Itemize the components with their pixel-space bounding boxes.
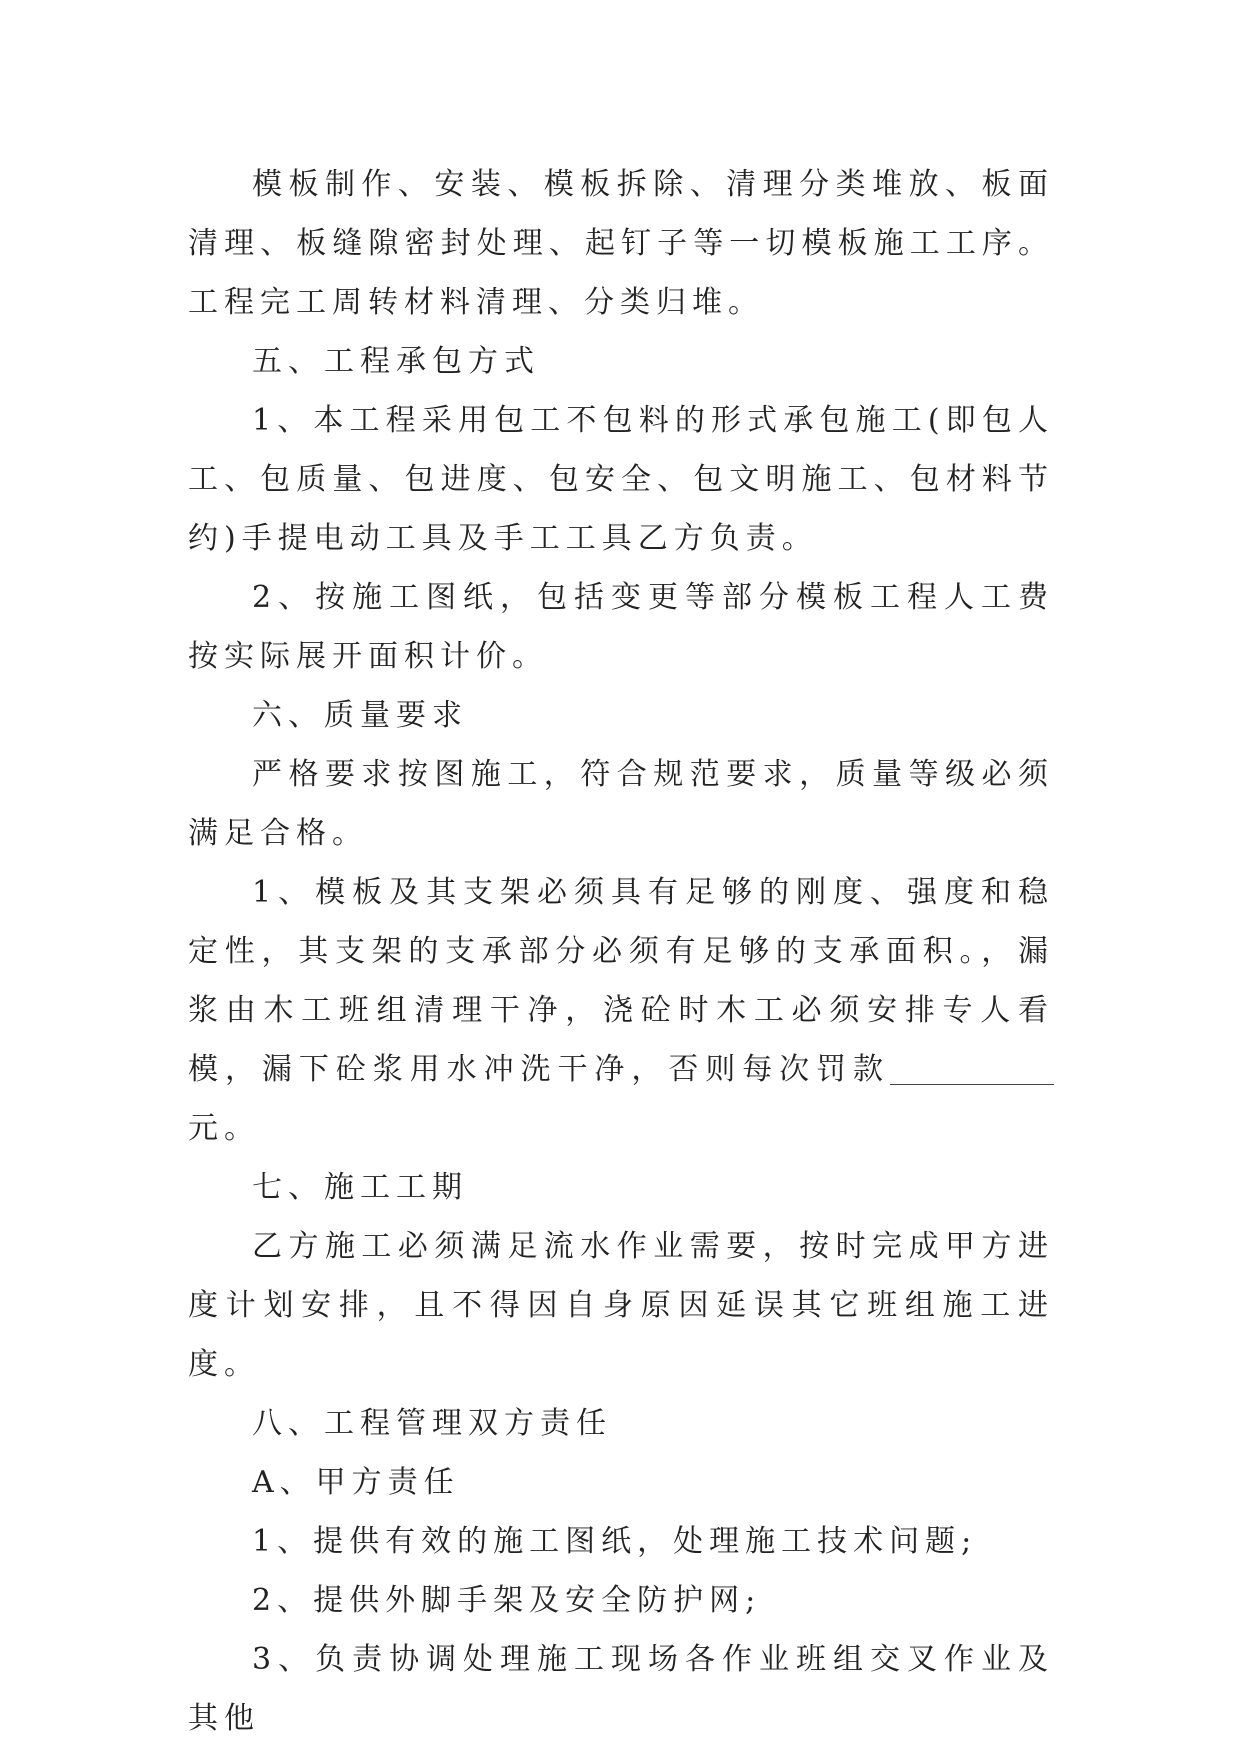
paragraph-formwork-scope: 模板制作、安装、模板拆除、清理分类堆放、板面清理、板缝隙密封处理、起钉子等一切模板施工工序。工程完工周转材料清理、分类归堆。 xyxy=(188,167,1054,320)
paragraph-formwork-rigidity-text: 1、模板及其支架必须具有足够的刚度、强度和稳定性，其支架的支承部分必须有足够的支承面积。，漏浆由木工班组清理干净，浇砼时木工必须安排专人看模，漏下砼浆用水冲洗干净，否则每次罚款 xyxy=(188,875,1054,1087)
heading-party-a-responsibilities: A、甲方责任 xyxy=(252,1465,460,1500)
paragraph-formwork-rigidity xyxy=(188,863,1054,1158)
paragraph-contract-form: 1、本工程采用包工不包料的形式承包施工(即包人工、包质量、包进度、包安全、包文明施工、包材料节约)手提电动工具及手工工具乙方负责。 xyxy=(188,403,1054,556)
heading-quality-requirements: 六、质量要求 xyxy=(252,698,468,733)
heading-management-responsibilities: 八、工程管理双方责任 xyxy=(252,1406,612,1441)
list-item-scaffolding: 2、提供外脚手架及安全防护网; xyxy=(252,1583,762,1618)
document-body xyxy=(188,155,1054,1748)
heading-contracting-method: 五、工程承包方式 xyxy=(252,344,540,379)
fine-amount-blank xyxy=(890,1054,1054,1085)
list-item-drawings: 1、提供有效的施工图纸，处理施工技术问题; xyxy=(252,1524,978,1559)
heading-construction-period: 七、施工工期 xyxy=(252,1170,468,1205)
paragraph-quality-standard: 严格要求按图施工，符合规范要求，质量等级必须满足合格。 xyxy=(188,757,1054,851)
paragraph-schedule: 乙方施工必须满足流水作业需要，按时完成甲方进度计划安排，且不得因自身原因延误其它班组施工进度。 xyxy=(188,1229,1054,1382)
paragraph-pricing: 2、按施工图纸，包括变更等部分模板工程人工费按实际展开面积计价。 xyxy=(188,580,1054,674)
paragraph-formwork-rigidity-unit: 元。 xyxy=(188,1111,260,1146)
list-item-coordination: 3、负责协调处理施工现场各作业班组交叉作业及其他 xyxy=(188,1642,1054,1736)
